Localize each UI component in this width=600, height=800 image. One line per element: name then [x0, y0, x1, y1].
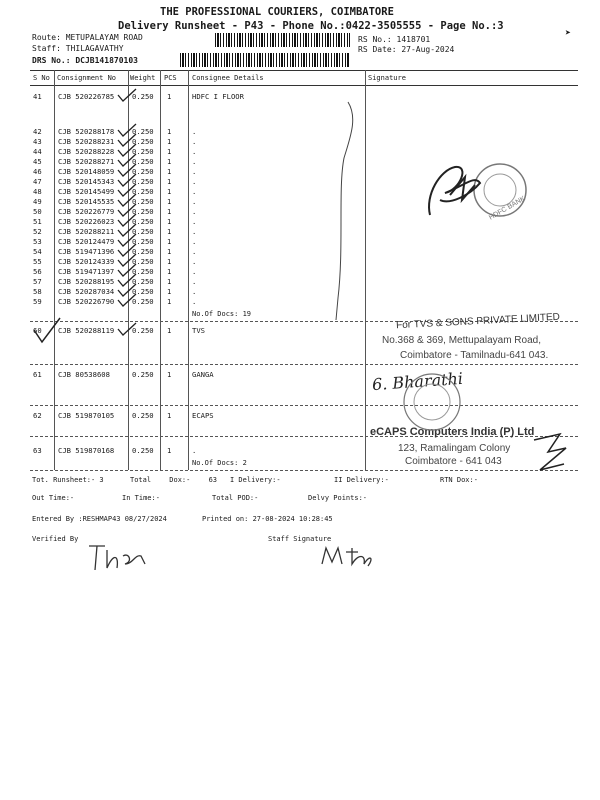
delvy-points: Delvy Points:- [308, 494, 368, 502]
rs-date: RS Date: 27-Aug-2024 [358, 45, 455, 54]
checkmark-icon [118, 244, 136, 256]
row-pcs: 1 [167, 177, 172, 186]
checkmark-icon [118, 174, 136, 186]
row-sno: 51 [33, 217, 42, 226]
row-sno: 48 [33, 187, 42, 196]
row-pcs: 1 [167, 370, 172, 379]
row-weight: 0.250 [132, 207, 154, 216]
row-weight: 0.250 [132, 187, 154, 196]
row-consignment: CJB 520145535 [58, 197, 115, 206]
row-consignee: . [192, 137, 197, 146]
row-sno: 53 [33, 237, 42, 246]
row-pcs: 1 [167, 326, 172, 335]
checkmark-icon [118, 164, 136, 176]
row-consignment: CJB 80538608 [58, 370, 110, 379]
row-consignee: . [192, 187, 197, 196]
rtn-dox: RTN Dox:- [440, 476, 478, 484]
row-pcs: 1 [167, 411, 172, 420]
row-pcs: 1 [167, 137, 172, 146]
row-consignment: CJB 519471396 [58, 247, 115, 256]
row-consignment: CJB 520288195 [58, 277, 115, 286]
hdfc-seal-text: HDFC BANK [487, 195, 527, 222]
row-consignee: . [192, 157, 197, 166]
staff-label: Staff: THILAGAVATHY [32, 44, 124, 53]
row-consignment: CJB 519870168 [58, 446, 115, 455]
row-consignment: CJB 520226790 [58, 297, 115, 306]
ii-delivery: II Delivery:- [334, 476, 389, 484]
row-weight: 0.250 [132, 92, 154, 101]
printed-on: Printed on: 27-08-2024 10:28:45 [202, 515, 333, 523]
row-consignee: . [192, 147, 197, 156]
row-pcs: 1 [167, 287, 172, 296]
checkmark-icon [118, 144, 136, 156]
checkmark-icon [118, 294, 136, 306]
checkmark-icon [118, 194, 136, 206]
row-pcs: 1 [167, 92, 172, 101]
row-weight: 0.250 [132, 127, 154, 136]
row-pcs: 1 [167, 147, 172, 156]
row-sno: 45 [33, 157, 42, 166]
row-weight: 0.250 [132, 287, 154, 296]
company-name: THE PROFESSIONAL COURIERS, COIMBATORE [160, 6, 394, 18]
staff-signature-label: Staff Signature [268, 535, 332, 543]
ecaps-stamp-line1: eCAPS Computers India (P) Ltd [370, 426, 535, 438]
row-sno: 47 [33, 177, 42, 186]
row-sno: 44 [33, 147, 42, 156]
drs-number: DRS No.: DCJB141870103 [32, 56, 138, 65]
row-pcs: 1 [167, 297, 172, 306]
row-consignee: . [192, 287, 197, 296]
row-weight: 0.250 [132, 157, 154, 166]
row-consignee: . [192, 297, 197, 306]
checkmark-icon [118, 234, 136, 246]
row-consignment: CJB 520145499 [58, 187, 115, 196]
row-weight: 0.250 [132, 177, 154, 186]
row-pcs: 1 [167, 157, 172, 166]
checkmark-icon [118, 154, 136, 166]
i-delivery: I Delivery:- [230, 476, 281, 484]
row-weight: 0.250 [132, 217, 154, 226]
row-pcs: 1 [167, 197, 172, 206]
row-consignee: ECAPS [192, 411, 214, 420]
row-pcs: 1 [167, 277, 172, 286]
row-weight: 0.250 [132, 167, 154, 176]
col-consignee: Consignee Details [192, 74, 264, 82]
checkmark-icon [118, 134, 136, 146]
row-pcs: 1 [167, 446, 172, 455]
row-pcs: 1 [167, 167, 172, 176]
row-consignment: CJB 520288271 [58, 157, 115, 166]
row-consignment: CJB 520288178 [58, 127, 115, 136]
row-consignee: . [192, 446, 197, 455]
row-sno: 63 [33, 446, 42, 455]
row-consignment: CJB 520124479 [58, 237, 115, 246]
row-weight: 0.250 [132, 411, 154, 420]
checkmark-icon [34, 318, 60, 342]
row-consignee: . [192, 167, 197, 176]
row-pcs: 1 [167, 257, 172, 266]
row-pcs: 1 [167, 267, 172, 276]
row-sno: 58 [33, 287, 42, 296]
row-consignment: CJB 520145343 [58, 177, 115, 186]
col-consignment: Consignment No [57, 74, 117, 82]
checkmark-icon [118, 323, 136, 335]
row-consignment: CJB 520124339 [58, 257, 115, 266]
checkmark-icon [118, 124, 136, 136]
row-sno: 61 [33, 370, 42, 379]
row-weight: 0.250 [132, 297, 154, 306]
row-pcs: 1 [167, 187, 172, 196]
row-consignee: . [192, 267, 197, 276]
row-weight: 0.250 [132, 147, 154, 156]
tvs-stamp-line1: For TVS & SONS PRIVATE LIMITED [395, 311, 561, 332]
row-weight: 0.250 [132, 267, 154, 276]
in-time: In Time:- [122, 494, 160, 502]
runsheet-title: Delivery Runsheet - P43 - Phone No.:0422-3505555 - Page No.:3 [118, 20, 504, 32]
checkmark-icon [118, 89, 136, 101]
row-consignee: . [192, 127, 197, 136]
ganga-handwritten-signature: 6. Bharathi [371, 368, 464, 395]
verified-by: Verified By [32, 535, 79, 543]
row-pcs: 1 [167, 247, 172, 256]
row-consignment: CJB 519870105 [58, 411, 115, 420]
row-consignee: . [192, 247, 197, 256]
row-consignee: . [192, 217, 197, 226]
total-dox: Total Dox:- 63 [130, 476, 218, 484]
col-weight: Weight [130, 74, 156, 82]
no-of-docs-19: No.Of Docs: 19 [192, 310, 252, 318]
row-consignment: CJB 519471397 [58, 267, 115, 276]
row-sno: 50 [33, 207, 42, 216]
route-label: Route: METUPALAYAM ROAD [32, 33, 143, 42]
row-pcs: 1 [167, 207, 172, 216]
row-consignment: CJB 520226779 [58, 207, 115, 216]
row-sno: 59 [33, 297, 42, 306]
row-weight: 0.250 [132, 257, 154, 266]
row-consignee: . [192, 277, 197, 286]
entered-by: Entered By :RESHMAP43 08/27/2024 [32, 515, 167, 523]
checkmark-icon [118, 274, 136, 286]
row-pcs: 1 [167, 237, 172, 246]
row-consignment: CJB 520288228 [58, 147, 115, 156]
row-weight: 0.250 [132, 277, 154, 286]
checkmark-icon [118, 224, 136, 236]
no-of-docs-2: No.Of Docs: 2 [192, 459, 247, 467]
row-sno: 52 [33, 227, 42, 236]
tvs-stamp-line3: Coimbatore - Tamilnadu-641 043. [400, 350, 549, 361]
row-sno: 49 [33, 197, 42, 206]
ecaps-stamp-line3: Coimbatore - 641 043 [405, 456, 502, 467]
row-pcs: 1 [167, 217, 172, 226]
row-consignee: . [192, 197, 197, 206]
col-signature: Signature [368, 74, 406, 82]
row-sno: 42 [33, 127, 42, 136]
row-consignee: . [192, 257, 197, 266]
row-sno: 56 [33, 267, 42, 276]
row-consignee: GANGA [192, 370, 214, 379]
row-consignee: TVS [192, 326, 205, 335]
row-consignee: HDFC I FLOOR [192, 92, 244, 101]
checkmark-icon [118, 284, 136, 296]
ecaps-stamp-line2: 123, Ramalingam Colony [398, 443, 511, 454]
tvs-stamp-line2: No.368 & 369, Mettupalayam Road, [382, 335, 541, 346]
row-consignment: CJB 520288119 [58, 326, 115, 335]
row-sno: 43 [33, 137, 42, 146]
total-pod: Total POD:- [212, 494, 259, 502]
row-weight: 0.250 [132, 197, 154, 206]
row-consignment: CJB 520288211 [58, 227, 115, 236]
row-weight: 0.250 [132, 370, 154, 379]
row-consignee: . [192, 237, 197, 246]
rs-number: RS No.: 1418701 [358, 35, 431, 44]
col-sno: S No [33, 74, 50, 82]
row-consignee: . [192, 207, 197, 216]
row-sno: 60 [33, 326, 42, 335]
row-consignment: CJB 520288231 [58, 137, 115, 146]
row-weight: 0.250 [132, 227, 154, 236]
row-weight: 0.250 [132, 326, 154, 335]
out-time: Out Time:- [32, 494, 75, 502]
row-sno: 62 [33, 411, 42, 420]
row-consignment: CJB 520287034 [58, 287, 115, 296]
row-sno: 54 [33, 247, 42, 256]
row-weight: 0.250 [132, 446, 154, 455]
row-sno: 46 [33, 167, 42, 176]
row-weight: 0.250 [132, 247, 154, 256]
checkmark-icon [118, 264, 136, 276]
row-consignment: CJB 520226023 [58, 217, 115, 226]
tot-runsheet: Tot. Runsheet:- 3 [32, 476, 104, 484]
row-sno: 57 [33, 277, 42, 286]
row-pcs: 1 [167, 127, 172, 136]
checkmark-icon [118, 254, 136, 266]
checkmark-icon [118, 204, 136, 216]
row-consignment: CJB 520148059 [58, 167, 115, 176]
row-pcs: 1 [167, 227, 172, 236]
row-consignee: . [192, 177, 197, 186]
row-weight: 0.250 [132, 137, 154, 146]
row-sno: 55 [33, 257, 42, 266]
row-consignee: . [192, 227, 197, 236]
row-weight: 0.250 [132, 237, 154, 246]
arrow-icon: ➤ [565, 28, 572, 39]
col-pcs: PCS [164, 74, 177, 82]
checkmark-icon [118, 214, 136, 226]
checkmark-icon [118, 184, 136, 196]
row-sno: 41 [33, 92, 42, 101]
row-consignment: CJB 520226785 [58, 92, 115, 101]
